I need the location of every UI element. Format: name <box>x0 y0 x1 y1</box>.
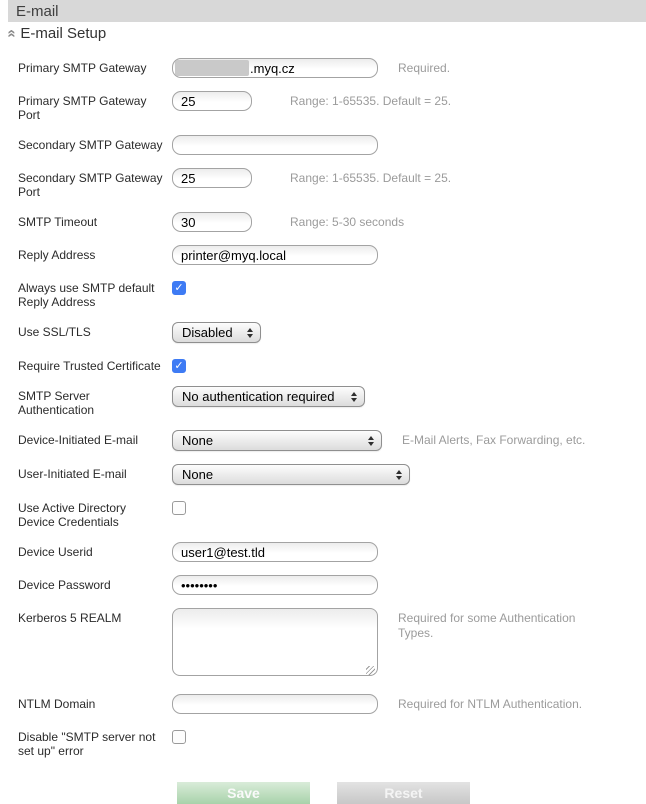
use-ad-credentials-checkbox[interactable] <box>172 501 186 515</box>
device-initiated-hint: E-Mail Alerts, Fax Forwarding, etc. <box>402 433 586 447</box>
row-user-initiated <box>0 464 646 485</box>
smtp-timeout-hint: Range: 5-30 seconds <box>290 215 405 229</box>
secondary-port-hint: Range: 1-65535. Default = 25. <box>290 171 452 185</box>
user-initiated-select[interactable] <box>172 464 410 485</box>
ntlm-domain-input[interactable] <box>172 694 378 714</box>
row-always-default-reply <box>0 278 646 309</box>
section-title: E-mail Setup <box>20 25 107 42</box>
checkbox-tick-icon: ✓ <box>174 359 184 372</box>
row-primary-smtp-gateway <box>0 58 646 78</box>
section-header <box>0 22 646 44</box>
require-trusted-cert-checkbox[interactable] <box>172 359 186 373</box>
device-password-input[interactable] <box>172 575 378 595</box>
select-arrows-icon <box>368 436 374 446</box>
row-kerberos-realm <box>0 608 646 681</box>
primary-port-input[interactable] <box>172 91 252 111</box>
row-device-userid <box>0 542 646 562</box>
smtp-timeout-label: SMTP Timeout <box>18 215 98 229</box>
primary-smtp-gateway-label: Primary SMTP Gateway <box>18 61 147 75</box>
collapse-section-icon[interactable]: « <box>3 29 21 38</box>
use-ad-credentials-label: Use Active Directory Device Credentials <box>18 501 127 529</box>
checkbox-tick-icon: ✓ <box>174 281 184 294</box>
primary-smtp-gateway-value: .myq.cz <box>250 60 295 76</box>
primary-smtp-gateway-hint: Required. <box>398 61 451 75</box>
page-title: E-mail <box>16 2 59 20</box>
redacted-value-mask <box>175 60 249 76</box>
row-disable-smtp-error <box>0 727 646 758</box>
smtp-auth-select[interactable] <box>172 386 365 407</box>
device-initiated-select[interactable] <box>172 430 382 451</box>
smtp-timeout-input[interactable] <box>172 212 252 232</box>
row-device-password <box>0 575 646 595</box>
page-title-bar <box>8 0 646 22</box>
secondary-port-input[interactable] <box>172 168 252 188</box>
primary-port-hint: Range: 1-65535. Default = 25. <box>290 94 452 108</box>
smtp-auth-selected-value: No authentication required <box>182 389 335 404</box>
user-initiated-label: User-Initiated E-mail <box>18 467 127 481</box>
smtp-auth-label: SMTP Server Authentication <box>18 389 95 417</box>
row-smtp-auth <box>0 386 646 417</box>
kerberos-realm-label: Kerberos 5 REALM <box>18 611 122 625</box>
ntlm-domain-hint: Required for NTLM Authentication. <box>398 697 583 711</box>
row-primary-smtp-gateway-port <box>0 91 646 122</box>
save-button[interactable]: Save <box>177 782 310 804</box>
always-default-reply-label: Always use SMTP default Reply Address <box>18 281 155 309</box>
select-arrows-icon <box>351 392 357 402</box>
row-use-ad-credentials <box>0 498 646 529</box>
always-default-reply-checkbox[interactable] <box>172 281 186 295</box>
reply-address-input[interactable] <box>172 245 378 265</box>
row-require-trusted-cert <box>0 356 646 373</box>
secondary-smtp-gateway-input[interactable] <box>172 135 378 155</box>
disable-smtp-error-checkbox[interactable] <box>172 730 186 744</box>
require-trusted-cert-label: Require Trusted Certificate <box>18 359 161 373</box>
use-ssl-select[interactable] <box>172 322 261 343</box>
device-password-label: Device Password <box>18 578 111 592</box>
ntlm-domain-label: NTLM Domain <box>18 697 96 711</box>
device-initiated-label: Device-Initiated E-mail <box>18 433 139 447</box>
select-arrows-icon <box>247 328 253 338</box>
primary-port-label: Primary SMTP Gateway Port <box>18 94 147 122</box>
select-arrows-icon <box>396 470 402 480</box>
row-secondary-smtp-gateway <box>0 135 646 155</box>
row-use-ssl <box>0 322 646 343</box>
use-ssl-label: Use SSL/TLS <box>18 325 91 339</box>
form-actions <box>0 782 646 804</box>
reset-button[interactable]: Reset <box>337 782 470 804</box>
device-userid-input[interactable] <box>172 542 378 562</box>
kerberos-realm-hint: Required for some Authentication Types. <box>398 611 576 640</box>
use-ssl-selected-value: Disabled <box>182 325 233 340</box>
reply-address-label: Reply Address <box>18 248 96 262</box>
row-reply-address <box>0 245 646 265</box>
disable-smtp-error-label: Disable "SMTP server not set up" error <box>18 730 156 758</box>
device-userid-label: Device Userid <box>18 545 93 559</box>
user-initiated-selected-value: None <box>182 467 214 482</box>
row-ntlm-domain <box>0 694 646 714</box>
primary-smtp-gateway-input[interactable] <box>172 58 378 78</box>
secondary-port-label: Secondary SMTP Gateway Port <box>18 171 163 199</box>
row-smtp-timeout <box>0 212 646 232</box>
row-secondary-smtp-gateway-port <box>0 168 646 199</box>
device-initiated-selected-value: None <box>182 433 214 448</box>
secondary-smtp-gateway-label: Secondary SMTP Gateway <box>18 138 163 152</box>
email-setup-form <box>0 44 646 804</box>
kerberos-realm-input[interactable] <box>172 608 378 676</box>
row-device-initiated <box>0 430 646 451</box>
